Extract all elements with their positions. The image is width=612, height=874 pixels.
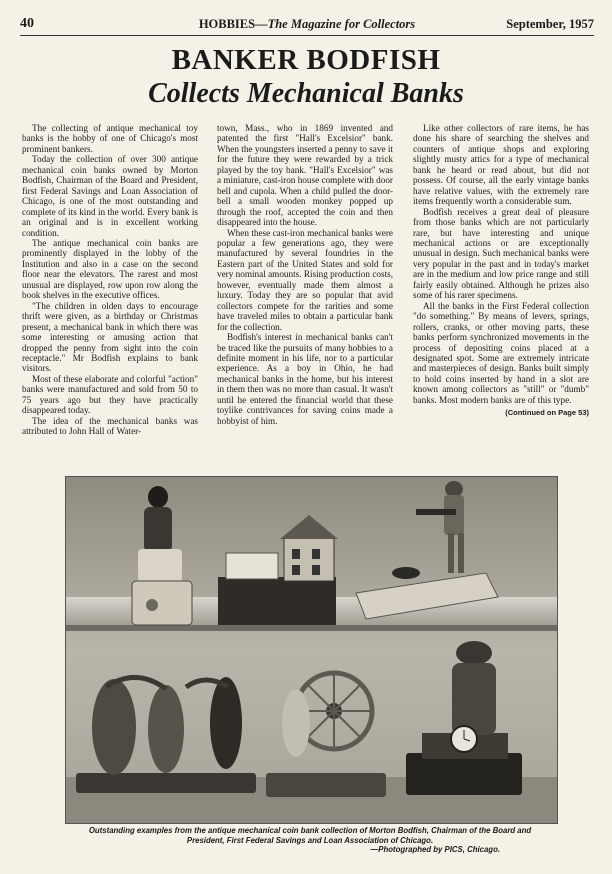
paragraph: When these cast-iron mechanical banks were popular a few generations ago, they were manufactured by several foundries in the Eastern part of the United States and sold for very nominal amounts. Rising production costs, however, eventually made them almost a luxury. Today they are so popular that avid collectors compete for the rarities and some have traveled miles to obtain a particular bank for the collection. [217,227,393,332]
magazine-tagline: —The Magazine for Collectors [255,17,416,31]
paragraph: Bodfish receives a great deal of pleasure from those banks which are not particularly rare, but have interesting and unique mechanical actions or are exceptionally unusual in design. Such mechanical banks were very popular in the past and in today's market are in the medium and low price range and still fairly easily obtained. Although he prizes also some of his rarer specimens. [413,206,589,301]
header-rule [20,35,594,36]
magazine-name: HOBBIES [198,17,256,31]
article-column-2 [217,123,393,426]
paragraph: Most of these elaborate and colorful "action" banks were manufactured and sold from 50 to 75 years ago but they have practically disappeared today. [22,373,198,416]
article-subtitle: Collects Mechanical Banks [148,78,464,109]
paragraph: Today the collection of over 300 antique mechanical coin banks owned by Morton Bodfish, Chairman of the Board and President, first Federal Savings and Loan Association of Chicago, is one of the most outstanding and complete of its kind in the world. Every bank is an original and is in excellent working condition. [22,154,198,238]
page-number: 40 [20,16,34,31]
photo-credit: —Photographed by PICS, Chicago. [370,845,500,855]
photo-caption [80,826,540,855]
paragraph: town, Mass., who in 1869 invented and patented the first "Hall's Excelsior" bank. When the youngsters inserted a penny to save it for the future they were rewarded by a trick played by the toy bank. "Hall's Excelsior" was a miniature, cast-iron house complete with door bell and cupola. When a child pulled the door-bell a small wooden monkey popped up through the roof, accepted the coin and then disappeared into the house. [217,123,393,228]
caption-text: Outstanding examples from the antique mechanical coin bank collection of Morton Bodfish, Chairman of the Board and President, First Federal Savings and Loan Association of Chicago. [88,826,532,845]
paragraph: "The children in olden days to encourage thrift were given, as a birthday or Christmas present, a mechanical bank in which there was some interesting or amusing action that dropped the penny from sight into the coin receptacle." Mr Bodfish explains to bank visitors. [22,300,198,374]
article-column-1 [22,123,198,437]
paragraph: All the banks in the First Federal collection "do something." By means of levers, springs, rollers, cranks, or other moving parts, these banks perform synchronized movements in the process of depositing coins placed at a designated spot. Some are extremely intricate and masterpieces of design. Banks built simply to hold coins inserted by hand in a slot are known among collectors as "still" or "dumb" banks. Most modern banks are of this type. [413,300,589,405]
paragraph: The collecting of antique mechanical toy banks is the hobby of one of Chicago's most prominent bankers. [22,123,198,154]
article-column-3 [413,123,589,419]
bank-bears [76,677,256,793]
photo-illustration [66,477,557,823]
issue-date: September, 1957 [506,17,594,31]
continued-note: (Continued on Page 53) [505,408,589,418]
article-title: BANKER BODFISH [171,44,441,76]
paragraph: Bodfish's interest in mechanical banks can't be traced like the pursuits of many hobbies to a definite moment in his life, nor to a particular experience. As a boy in Ohio, he had mechanical banks in the home, but his interest in them then was no more than casual. It wasn't until he entered the financial world that these toylike contrivances for saving coins made a hobbyist of him. [217,332,393,426]
paragraph: The antique mechanical coin banks are prominently displayed in the lobby of the Institution and also in a case on the second floor near the elevators. The rarest and most unusual are displayed, row upon row along the book shelves in the executive offices. [22,237,198,301]
mechanical-banks-photo [65,476,558,824]
paragraph: The idea of the mechanical banks was attributed to John Hall of Water- [22,415,198,437]
paragraph: Like other collectors of rare items, he has done his share of searching the shelves and counters of antique shops and exploring slightly musty attics for a type of mechanical bank he heard or read about, but did not possess. Of course, all the early vintage banks have relative values, with the extremely rare items frequently worth a considerable sum. [413,123,589,207]
page-header [20,14,594,34]
